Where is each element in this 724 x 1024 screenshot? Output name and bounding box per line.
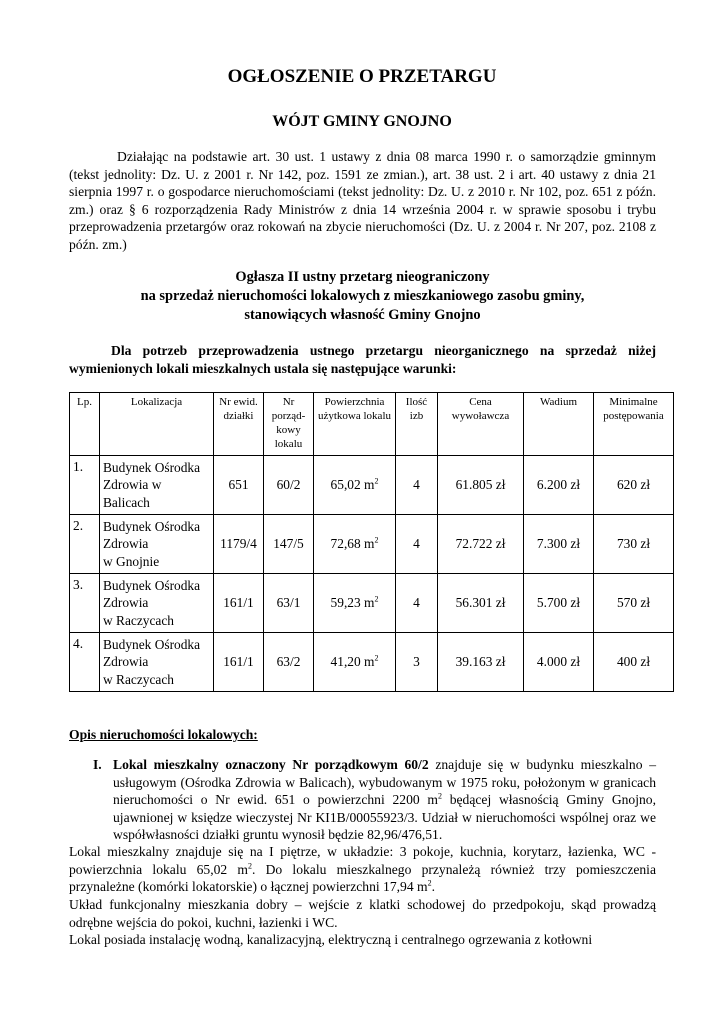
location-line: Budynek Ośrodka: [103, 636, 201, 652]
item-unit-exponent: 2: [437, 791, 442, 801]
area-value: 72,68 m: [330, 536, 375, 552]
unit-exponent: 2: [248, 861, 252, 871]
cell-dzialka: 651: [214, 456, 264, 515]
cell-cena: 56.301 zł: [438, 574, 524, 633]
cell-lp: 4.: [70, 633, 100, 692]
cell-lokalizacja: [100, 633, 214, 692]
location-line: Zdrowia: [103, 595, 149, 611]
description-item: [93, 756, 656, 844]
table-header-row: [70, 393, 674, 456]
cell-wadium: 4.000 zł: [524, 633, 594, 692]
location-line: Zdrowia w: [103, 477, 162, 493]
column-header-minimalne: Minimalne postępowania: [594, 393, 674, 456]
column-header-nr-ewid: Nr ewid. działki: [214, 393, 264, 456]
document-title: OGŁOSZENIE O PRZETARGU: [227, 66, 497, 87]
announcement-block: [69, 268, 656, 325]
location-line: Budynek Ośrodka: [103, 518, 201, 534]
announcement-line: stanowiących własność Gminy Gnojno: [244, 307, 481, 323]
conditions-paragraph: Dla potrzeb przeprowadzenia ustnego przetargu nieorganicznego na sprzedaż niżej wymienionych lokali mieszkalnych ustala się następujące warunki:: [69, 343, 656, 376]
area-unit-exponent: 2: [374, 476, 379, 486]
area-value: 65,02 m: [330, 477, 375, 493]
cell-wadium: 6.200 zł: [524, 456, 594, 515]
cell-powierzchnia: [314, 633, 396, 692]
description-paragraph: Układ funkcjonalny mieszkania dobry – wejście z klatki schodowej do przedpokoju, skąd prowadzą odrębne wejścia do pokoi, kuchni, łazienki i WC.: [69, 897, 656, 930]
unit-exponent: 2: [427, 878, 432, 888]
column-header-cena: Cena wywoławcza: [438, 393, 524, 456]
announcement-line: Ogłasza II ustny przetarg nieograniczony: [235, 269, 490, 285]
item-body: [113, 756, 656, 844]
cell-wadium: 7.300 zł: [524, 515, 594, 574]
table-row: [70, 456, 674, 515]
cell-lp: 1.: [70, 456, 100, 515]
cell-cena: 39.163 zł: [438, 633, 524, 692]
cell-izby: 4: [396, 456, 438, 515]
table-row: [70, 574, 674, 633]
area-unit-exponent: 2: [374, 535, 379, 545]
cell-lokalizacja: [100, 574, 214, 633]
location-line: Budynek Ośrodka: [103, 577, 201, 593]
cell-lp: 2.: [70, 515, 100, 574]
item-number: I.: [93, 757, 102, 772]
cell-powierzchnia: [314, 515, 396, 574]
item-text: będącej własnością Gminy Gnojno, ujawnionej w księdze wieczystej Nr KI1B/00055923/3. Udział w nieruchomości wspólnej oraz we współwłasności działki gruntu wynosił będzie 82,96/476,51.: [113, 792, 656, 843]
cell-minimalne: 570 zł: [594, 574, 674, 633]
column-header-ilosc-izb: Ilość izb: [396, 393, 438, 456]
cell-cena: 61.805 zł: [438, 456, 524, 515]
item-lead: Lokal mieszkalny oznaczony Nr porządkowym 60/2: [113, 757, 429, 772]
legal-basis-paragraph: Działając na podstawie art. 30 ust. 1 ustawy z dnia 08 marca 1990 r. o samorządzie gminnym (tekst jednolity: Dz. U. z 2001 r. Nr 142, poz. 1591 ze zmian.), art. 38 ust. 2 i art. 40 ustawy z dnia 21 sierpnia 1997 r. o gospodarce nieruchomościami (tekst jednolity: Dz. U. z 2010 r. Nr 102, poz. 651 z późn. zm.) oraz § 6 rozporządzenia Rady Ministrów z dnia 14 września 2004 r. w sprawie sposobu i trybu przeprowadzenia przetargów oraz rokowań na zbycie nieruchomości (Dz. U. z 2004 r. Nr 207, poz. 2108 z późn. zm.): [69, 149, 656, 252]
cell-lokalizacja: [100, 515, 214, 574]
cell-minimalne: 400 zł: [594, 633, 674, 692]
column-header-lokalizacja: Lokalizacja: [100, 393, 214, 456]
column-header-nr-porzadkowy: Nr porząd-kowy lokalu: [264, 393, 314, 456]
location-line: Budynek Ośrodka: [103, 459, 201, 475]
cell-lokal: 60/2: [264, 456, 314, 515]
location-line: w Gnojnie: [103, 553, 160, 569]
item-text: znajduje się w budynku mieszkalno – usługowym (Ośrodka Zdrowia w Balicach), wybudowanym w 1975 roku, położonym w granicach nieruchomości o Nr ewid. 651 o powierzchni 2200 m: [113, 757, 656, 808]
announcement-line: na sprzedaż nieruchomości lokalowych z mieszkaniowego zasobu gminy,: [140, 288, 585, 304]
paragraph-text: . Do lokalu mieszkalnego przynależą również trzy pomieszczenia przynależne (komórki lokatorskie) o łącznej powierzchni 17,94 m: [69, 861, 656, 895]
description-paragraph: Lokal posiada instalację wodną, kanalizacyjną, elektryczną i centralnego ogrzewania z kotłowni: [69, 932, 593, 947]
column-header-powierzchnia: Powierzchnia użytkowa lokalu: [314, 393, 396, 456]
cell-wadium: 5.700 zł: [524, 574, 594, 633]
area-unit-exponent: 2: [374, 594, 379, 604]
table-row: [70, 633, 674, 692]
cell-minimalne: 730 zł: [594, 515, 674, 574]
cell-lokal: 147/5: [264, 515, 314, 574]
cell-lokal: 63/2: [264, 633, 314, 692]
paragraph-text: .: [431, 879, 436, 895]
cell-powierzchnia: [314, 574, 396, 633]
cell-izby: 4: [396, 515, 438, 574]
cell-cena: 72.722 zł: [438, 515, 524, 574]
location-line: w Raczycach: [103, 671, 175, 687]
auction-table: [69, 392, 674, 692]
cell-izby: 3: [396, 633, 438, 692]
cell-minimalne: 620 zł: [594, 456, 674, 515]
location-line: w Raczycach: [103, 612, 175, 628]
location-line: Zdrowia: [103, 654, 149, 670]
column-header-wadium: Wadium: [524, 393, 594, 456]
cell-powierzchnia: [314, 456, 396, 515]
location-line: Balicach: [103, 494, 150, 510]
paragraph-text: Lokal mieszkalny znajduje się na I piętrze, w układzie: 3 pokoje, kuchnia, korytarz, łazienka, WC - powierzchnia lokalu 65,02 m: [69, 844, 656, 877]
issuer-title: WÓJT GMINY GNOJNO: [272, 113, 452, 130]
cell-dzialka: 161/1: [214, 574, 264, 633]
area-value: 41,20 m: [330, 654, 375, 670]
cell-lokalizacja: [100, 456, 214, 515]
cell-dzialka: 1179/4: [214, 515, 264, 574]
cell-lokal: 63/1: [264, 574, 314, 633]
table-row: [70, 515, 674, 574]
cell-izby: 4: [396, 574, 438, 633]
area-value: 59,23 m: [330, 595, 375, 611]
cell-dzialka: 161/1: [214, 633, 264, 692]
cell-lp: 3.: [70, 574, 100, 633]
description-paragraph: [69, 843, 656, 896]
description-heading: Opis nieruchomości lokalowych:: [69, 727, 258, 742]
area-unit-exponent: 2: [374, 653, 379, 663]
column-header-lp: Lp.: [70, 393, 100, 456]
location-line: Zdrowia: [103, 536, 149, 552]
